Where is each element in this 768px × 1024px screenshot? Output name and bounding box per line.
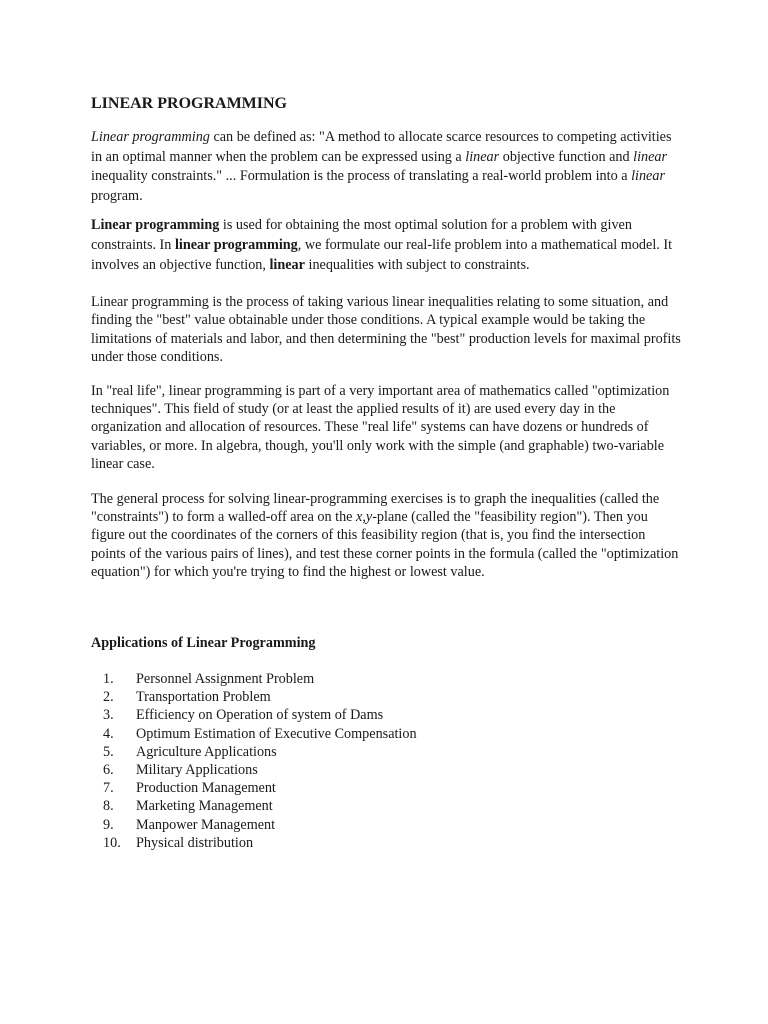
list-number: 3. (103, 707, 114, 724)
text-run: can be defined as: "A method to allocate scarce resources to competing activities in an optimal manner when the problem can be expressed using a (91, 129, 672, 165)
list-item (91, 779, 681, 797)
text-run: linear (465, 148, 500, 165)
list-number: 10. (103, 834, 121, 851)
list-item-text: Military Applications (136, 762, 258, 779)
list-item (91, 743, 681, 761)
list-number: 9. (103, 816, 114, 833)
list-number-cell (91, 670, 136, 688)
text-run: x,y (356, 509, 373, 526)
list-item-text: Manpower Management (136, 816, 276, 833)
list-item (91, 688, 681, 706)
list-item (91, 670, 681, 688)
list-item-text: Optimum Estimation of Executive Compensation (136, 725, 417, 742)
text-run: linear (269, 256, 305, 273)
text-run: linear (633, 148, 668, 165)
document-page (91, 93, 681, 852)
list-item (91, 706, 681, 724)
list-number-cell (91, 761, 136, 779)
text-run: inequality constraints." ... Formulation is the process of translating a real-world problem into a (91, 168, 632, 185)
list-number-cell (91, 706, 136, 724)
list-number: 6. (103, 762, 114, 779)
paragraph-usage (91, 216, 681, 275)
list-number-cell (91, 834, 136, 852)
list-number-cell (91, 816, 136, 834)
text-run: program. (91, 187, 143, 204)
list-number: 2. (103, 689, 114, 706)
list-item (91, 816, 681, 834)
list-item (91, 725, 681, 743)
list-number-cell (91, 688, 136, 706)
text-run: linear programming (174, 236, 298, 253)
list-number: 7. (103, 780, 114, 797)
paragraph-process: Linear programming is the process of taking various linear inequalities relating to some situation, and finding the "best" value obtainable under those conditions. A typical example would be taking the limitations of materials and labor, and then determining the "best" production levels for maximal profits under those conditions. (91, 294, 681, 365)
text-run: -plane (called the "feasibility region"). Then you figure out the coordinates of the corners of this feasibility region (that is, you find the intersection points of the various pairs of lines), and test these corner points in the formula (called the "optimization equation") for which you're trying to find the highest or lowest value. (91, 509, 679, 580)
list-number-cell (91, 743, 136, 761)
list-item-text: Transportation Problem (136, 689, 271, 706)
list-item-text: Production Management (136, 780, 276, 797)
list-item-text: Physical distribution (136, 834, 254, 851)
list-item (91, 834, 681, 852)
text-run: inequalities with subject to constraints. (304, 256, 530, 273)
list-number: 1. (103, 671, 114, 687)
text-run: is used for obtaining the most optimal solution for a problem with given constraints. In (91, 217, 632, 253)
text-run: , we formulate our real-life problem into a mathematical model. It involves an objective function, (91, 236, 673, 273)
list-item-text: Efficiency on Operation of system of Dams (136, 707, 384, 724)
document-title: LINEAR PROGRAMMING (91, 95, 287, 112)
text-run: Linear programming (91, 217, 220, 234)
list-item (91, 797, 681, 815)
paragraph-real-life: In "real life", linear programming is part of a very important area of mathematics called "optimization techniques". This field of study (or at least the applied results of it) are used every day in the organization and allocation of resources. These "real life" systems can have dozens or hundreds of variables, or more. In algebra, though, you'll only work with the simple (and graphable) two-variable linear case. (91, 382, 670, 472)
list-number: 5. (103, 743, 114, 760)
list-item-text: Agriculture Applications (136, 743, 277, 760)
list-number: 4. (103, 725, 114, 742)
paragraph-definition (91, 128, 681, 206)
list-number-cell (91, 797, 136, 815)
list-item-text: Marketing Management (136, 798, 273, 815)
applications-heading: Applications of Linear Programming (91, 635, 316, 651)
text-run: objective function and (499, 148, 634, 165)
paragraph-general-process (91, 490, 681, 581)
text-run: linear (631, 168, 665, 185)
applications-list (91, 670, 681, 852)
list-number: 8. (103, 798, 114, 815)
list-number-cell (91, 779, 136, 797)
text-run: Linear programming (91, 129, 210, 145)
list-number-cell (91, 725, 136, 743)
list-item (91, 761, 681, 779)
list-item-text: Personnel Assignment Problem (136, 671, 315, 687)
text-run: The general process for solving linear-programming exercises is to graph the inequalities (called the "constraints") to form a walled-off area on the (91, 490, 660, 526)
